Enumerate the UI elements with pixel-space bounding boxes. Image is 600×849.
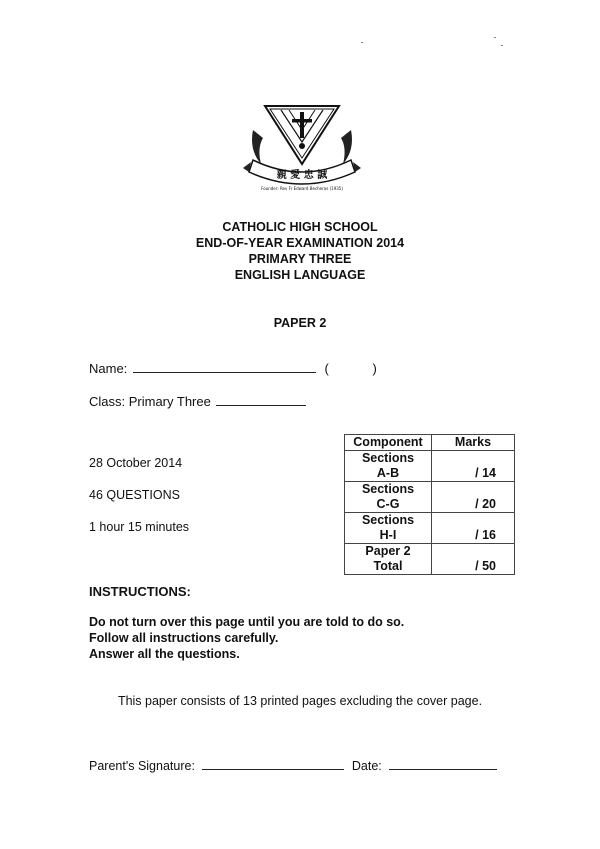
crest-founder-text: Founder: Rev Fr Edward Becheras (1935) [261, 186, 343, 191]
instruction-item: Answer all the questions. [89, 647, 240, 661]
subject-title: ENGLISH LANGUAGE [234, 268, 366, 282]
question-count: 46 QUESTIONS [89, 488, 180, 502]
date-label: Date: [351, 759, 382, 773]
school-name: CATHOLIC HIGH SCHOOL [222, 220, 378, 234]
marks-table [344, 434, 515, 575]
page-count-note: This paper consists of 13 printed pages excluding the cover page. [117, 694, 483, 708]
class-blank[interactable] [216, 405, 306, 406]
component-line2: C-G [376, 497, 400, 511]
marks-cell[interactable]: / 16 [432, 513, 515, 544]
register-open-paren: ( [324, 361, 329, 376]
name-field [89, 361, 377, 376]
marks-header: Marks [432, 435, 515, 451]
marks-cell[interactable]: / 14 [432, 451, 515, 482]
marks-row [345, 482, 515, 513]
scan-speck [501, 45, 503, 46]
school-crest-logo [239, 98, 365, 193]
component-line2: Total [373, 559, 403, 573]
component-line2: H-I [379, 528, 397, 542]
component-cell [345, 513, 432, 544]
component-line1: Paper 2 [365, 544, 411, 558]
exam-title: END-OF-YEAR EXAMINATION 2014 [195, 236, 405, 250]
marks-row [345, 513, 515, 544]
date-blank[interactable] [389, 769, 497, 770]
component-cell [345, 544, 432, 575]
marks-row [345, 544, 515, 575]
signature-row [89, 759, 497, 773]
name-label: Name: [89, 361, 128, 376]
class-field [89, 394, 306, 409]
exam-date: 28 October 2014 [89, 456, 183, 470]
parent-signature-label: Parent's Signature: [89, 759, 195, 773]
scan-speck [361, 42, 363, 43]
register-close-paren: ) [372, 361, 377, 376]
component-header: Component [345, 435, 432, 451]
marks-cell[interactable]: / 50 [432, 544, 515, 575]
instructions-list [89, 614, 404, 662]
component-line1: Sections [361, 513, 415, 527]
marks-cell[interactable]: / 20 [432, 482, 515, 513]
paper-title: PAPER 2 [273, 316, 327, 330]
component-line1: Sections [361, 482, 415, 496]
component-line2: A-B [376, 466, 400, 480]
name-blank[interactable] [133, 372, 316, 373]
marks-table-header [345, 435, 515, 451]
instruction-item: Follow all instructions carefully. [89, 631, 279, 645]
instruction-item: Do not turn over this page until you are told to do so. [89, 615, 405, 629]
scan-speck [494, 37, 496, 38]
component-cell [345, 451, 432, 482]
parent-signature-blank[interactable] [202, 769, 344, 770]
instructions-title: INSTRUCTIONS: [89, 584, 191, 599]
level-title: PRIMARY THREE [248, 252, 352, 266]
component-cell [345, 482, 432, 513]
crest-motto: 親 愛 忠 誠 [276, 170, 328, 181]
marks-row [345, 451, 515, 482]
exam-duration: 1 hour 15 minutes [89, 520, 190, 534]
component-line1: Sections [361, 451, 415, 465]
class-label: Class: Primary Three [89, 394, 211, 409]
